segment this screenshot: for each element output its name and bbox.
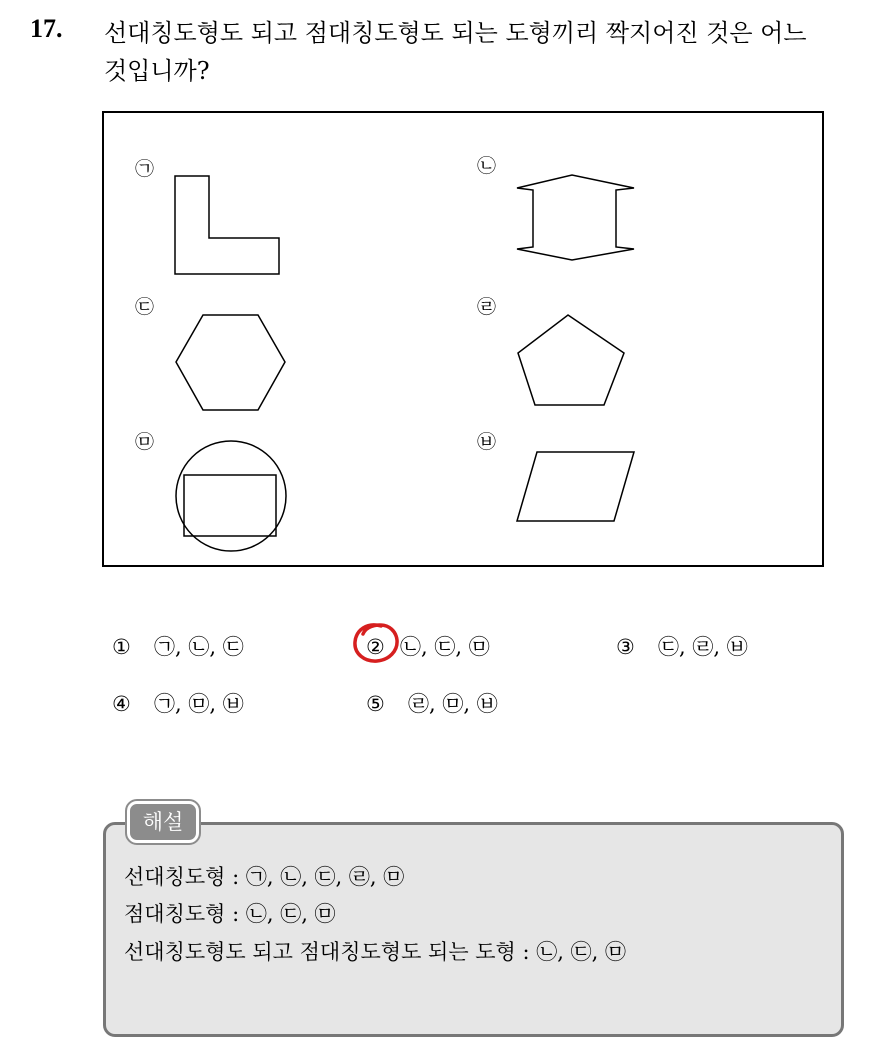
explanation-box [103, 822, 844, 1037]
choice-4-text: ㉠, ㉤, ㉥ [154, 692, 244, 716]
question-text-line-1: 선대칭도형도 되고 점대칭도형도 되는 도형끼리 짝지어진 것은 어느 [104, 19, 807, 47]
choice-2-text: ㉡, ㉢, ㉤ [400, 635, 490, 659]
figure-hexagon [176, 315, 285, 410]
figures-svg [104, 113, 826, 569]
choice-3-text: ㉢, ㉣, ㉥ [658, 635, 748, 659]
figure-parallelogram [517, 452, 634, 521]
figure-box [102, 111, 824, 567]
figure-label-nieun: ㉡ [477, 155, 497, 177]
choice-5-number: ⑤ [366, 692, 385, 716]
figure-label-bieup: ㉥ [477, 431, 497, 453]
choice-4-number: ④ [112, 692, 131, 716]
answer-mark-circle [351, 620, 403, 666]
figure-pentagon [518, 315, 624, 405]
choice-3-number: ③ [616, 635, 635, 659]
figure-circle [176, 441, 286, 551]
explanation-line-3: 선대칭도형도 되고 점대칭도형도 되는 도형 : ㉡, ㉢, ㉤ [124, 940, 626, 964]
choice-3[interactable] [616, 634, 748, 660]
figure-double-arrow-shape [517, 175, 634, 260]
choice-1[interactable] [112, 634, 244, 660]
figure-label-mieum: ㉤ [135, 431, 155, 453]
choice-5[interactable] [366, 691, 498, 717]
figure-inner-rectangle [184, 475, 276, 536]
choice-5-text: ㉣, ㉤, ㉥ [408, 692, 498, 716]
choice-1-number: ① [112, 635, 131, 659]
figure-label-giyeok: ㉠ [135, 158, 155, 180]
choice-4[interactable] [112, 691, 244, 717]
question-text-line-2: 것입니까? [104, 57, 210, 85]
question-number: 17. [30, 14, 63, 43]
question-text [104, 14, 874, 90]
explanation-tag: 해설 [127, 801, 199, 843]
explanation-line-1: 선대칭도형 : ㉠, ㉡, ㉢, ㉣, ㉤ [124, 865, 405, 889]
figure-label-digeut: ㉢ [135, 296, 155, 318]
explanation-line-2: 점대칭도형 : ㉡, ㉢, ㉤ [124, 902, 336, 926]
figure-label-rieul: ㉣ [477, 296, 497, 318]
choice-2-number: ② [366, 635, 385, 659]
choice-1-text: ㉠, ㉡, ㉢ [154, 635, 244, 659]
figure-l-shape [175, 176, 279, 274]
